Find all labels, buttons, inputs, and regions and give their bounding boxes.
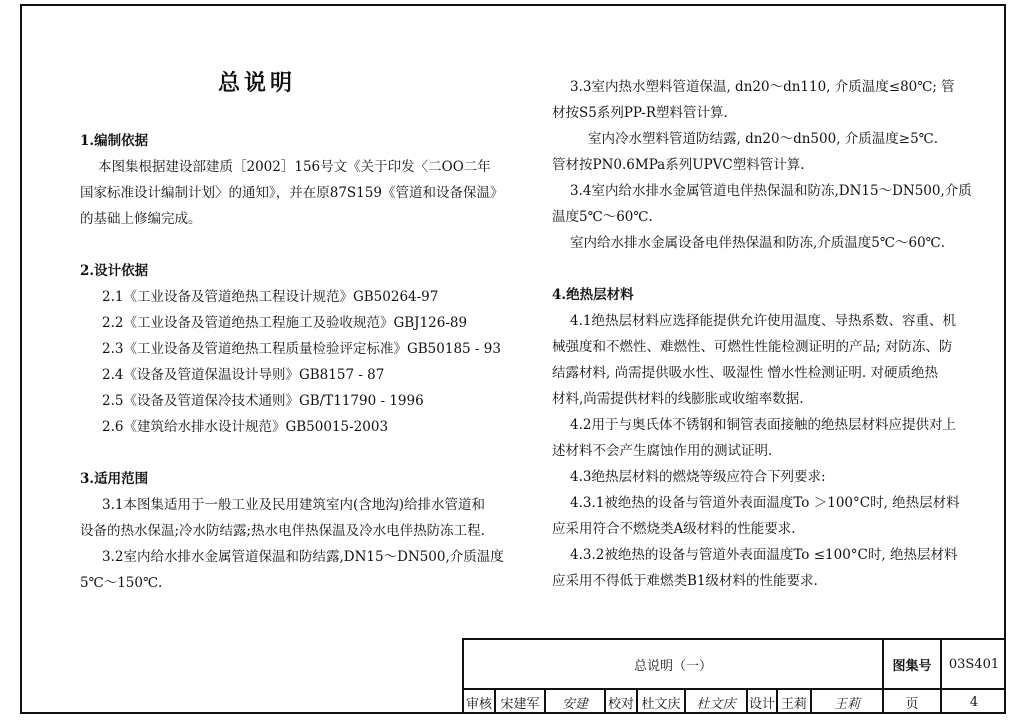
atlas-no: 03S401 [948,656,1000,672]
text-line: 应采用不得低于难燃类B1级材料的性能要求. [552,573,818,589]
text-line: 5℃～150℃. [80,575,163,591]
text-line: 室内给水排水金属设备电伴热保温和防冻,介质温度5℃～60℃. [570,235,946,251]
section-heading: 2.设计依据 [80,263,149,279]
designer-name: 王莉 [780,696,807,712]
page-label: 页 [905,696,919,712]
text-line: 械强度和不燃性、难燃性、可燃性性能检测证明的产品; 对防冻、防 [552,339,953,355]
text-line: 3.2室内给水排水金属管道保温和防结露,DN15～DN500,介质温度 [102,549,504,565]
text-line: 4.3绝热层材料的燃烧等级应符合下列要求: [570,469,826,485]
checker-name: 杜文庆 [641,696,681,712]
section-heading: 4.绝热层材料 [552,287,634,303]
sheet-title: 总说明（一） [633,658,712,674]
text-line: 结露材料, 尚需提供吸水性、吸湿性 憎水性检测证明. 对硬质绝热 [552,365,938,381]
text-line: 述材料不会产生腐蚀作用的测试证明. [552,443,773,459]
reviewer-signature: 安建 [561,696,588,712]
text-line: 4.3.1被绝热的设备与管道外表面温度To ＞100°C时, 绝热层材料 [570,495,960,511]
list-item: 2.1《工业设备及管道绝热工程设计规范》GB50264-97 [102,289,439,305]
text-line: 3.4室内给水排水金属管道电伴热保温和防冻,DN15～DN500,介质 [570,183,972,199]
text-line: 管材按PN0.6MPa系列UPVC塑料管计算. [552,157,805,173]
page-title: 总说明 [218,70,297,96]
list-item: 2.3《工业设备及管道绝热工程质量检验评定标准》GB50185 - 93 [102,341,501,357]
section-heading: 3.适用范围 [80,471,149,487]
review-label: 审核 [465,696,492,712]
text-line: 4.2用于与奥氏体不锈钢和铜管表面接触的绝热层材料应提供对上 [570,417,956,433]
list-item: 2.6《建筑给水排水设计规范》GB50015-2003 [102,419,389,435]
text-line: 应采用符合不燃烧类A级材料的性能要求. [552,521,796,537]
check-label: 校对 [607,696,634,712]
text-line: 材按S5系列PP-R塑料管计算. [552,105,728,121]
text-line: 4.3.2被绝热的设备与管道外表面温度To ≤100°C时, 绝热层材料 [570,547,958,563]
text-line: 室内冷水塑料管道防结露, dn20～dn500, 介质温度≥5℃. [588,131,939,147]
reviewer-name: 宋建军 [500,696,540,712]
list-item: 2.2《工业设备及管道绝热工程施工及验收规范》GBJ126-89 [102,315,468,331]
text-line: 3.1本图集适用于一般工业及民用建筑室内(含地沟)给排水管道和 [102,497,486,513]
title-block [462,638,1006,714]
text-line: 4.1绝热层材料应选择能提供允许使用温度、导热系数、容重、机 [570,313,956,329]
section-heading: 1.编制依据 [80,133,149,149]
list-item: 2.4《设备及管道保温设计导则》GB8157 - 87 [102,367,385,383]
left-column [80,128,504,596]
text-line: 材料,尚需提供材料的线膨胀或收缩率数据. [552,391,804,407]
list-item: 2.5《设备及管道保冷技术通则》GB/T11790 - 1996 [102,393,424,409]
design-label: 设计 [748,696,775,712]
text-line: 国家标准设计编制计划〉的通知》，并在原87S159《管道和设备保温》 [80,185,504,201]
text-line: 设备的热水保温;冷水防结露;热水电伴热保温及冷水电伴热防冻工程. [80,523,485,539]
checker-signature: 杜文庆 [696,696,736,712]
text-line: 的基础上修编完成。 [80,211,202,227]
atlas-no-label: 图集号 [892,658,932,674]
page-number: 4 [969,694,979,710]
designer-signature: 王莉 [833,696,860,712]
text-line: 温度5℃～60℃. [552,209,653,225]
right-column [552,74,972,594]
text-line: 3.3室内热水塑料管道保温, dn20～dn110, 介质温度≤80℃; 管 [570,79,955,95]
text-line: 本图集根据建设部建质［2002］156号文《关于印发〈二OO二年 [98,159,491,175]
